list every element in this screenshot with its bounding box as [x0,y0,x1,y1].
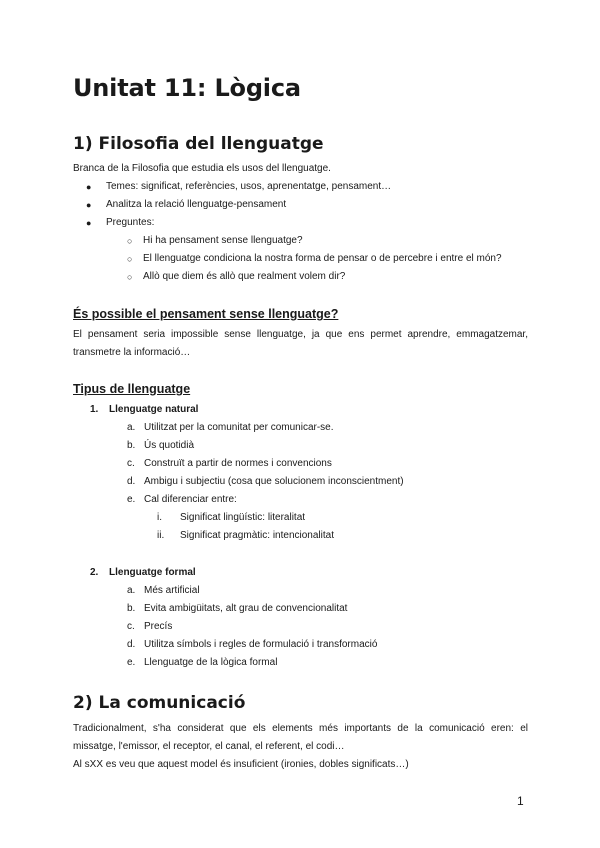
list-item-text: Utilitzat per la comunitat per comunicar-se. [144,422,334,433]
roman-marker: i. [157,512,162,523]
list-item-text: Significat lingüístic: literalitat [180,512,306,523]
section-filosofia-body [73,160,528,286]
list-item [73,600,528,618]
letter-marker: b. [127,440,136,451]
list-item [73,473,528,491]
list-item-text: Llenguatge formal [109,567,196,578]
list-item [73,509,528,527]
subsection-pensament-body [73,326,528,362]
list-item [73,178,528,196]
list-item [73,232,528,250]
list-item-text: El llenguatge condiciona la nostra forma de pensar o de percebre i entre el món? [143,253,502,264]
ordered-list [73,564,528,672]
list-item-text: Construït a partir de normes i convencions [144,458,332,469]
list-item [73,268,528,286]
letter-marker: e. [127,657,136,668]
list-item [73,491,528,509]
intro-paragraph: Branca de la Filosofia que estudia els usos del llenguatge. [73,163,331,174]
paragraph-line: El pensament seria impossible sense llenguatge, ja que ens permet aprendre, emmagatzemar, [73,329,528,340]
letter-marker: e. [127,494,136,505]
letter-marker: c. [127,458,135,469]
subsection-tipus [73,382,528,396]
paragraph-line: Al sXX es veu que aquest model és insuficient (ironies, dobles significats…) [73,759,409,770]
list-item-text: Llenguatge de la lògica formal [144,657,278,668]
section-filosofia [73,134,528,154]
list-item-text: Analitza la relació llenguatge-pensament [106,199,287,210]
formal-language-list [73,564,528,672]
list-item-text: Cal diferenciar entre: [144,494,237,505]
roman-marker: ii. [157,530,165,541]
letter-marker: d. [127,639,136,650]
list-item [73,437,528,455]
list-item-text: Evita ambigüitats, alt grau de convencionalitat [144,603,348,614]
circle-marker: ○ [127,272,133,282]
list-item [73,401,528,419]
ordered-list [73,401,528,545]
list-item [73,419,528,437]
bullet-marker: ● [86,200,92,210]
document-title: Unitat 11: Lògica [73,74,301,102]
section-heading-text: 1) Filosofia del llenguatge [73,134,324,154]
letter-marker: c. [127,621,135,632]
list-item [73,455,528,473]
list-item-text: Més artificial [144,585,200,596]
topic-bullet-list [73,178,528,286]
paragraph-line: transmetre la informació… [73,347,191,358]
section-heading-text: 2) La comunicació [73,693,246,713]
list-item [73,618,528,636]
list-item [73,214,528,232]
natural-language-list [73,401,528,545]
list-item-text: Preguntes: [106,217,155,228]
number-marker: 1. [90,404,99,415]
letter-marker: a. [127,585,136,596]
list-item [73,196,528,214]
list-item [73,250,528,268]
list-item-text: Utilitza símbols i regles de formulació i transformació [144,639,378,650]
letter-marker: d. [127,476,136,487]
list-item-text: Precís [144,621,173,632]
list-item-text: Significat pragmàtic: intencionalitat [180,530,334,541]
paragraph-line: Tradicionalment, s'ha considerat que els elements més importants de la comunicació eren: el [73,723,528,734]
section-heading [73,693,528,713]
subsection-heading: Tipus de llenguatge [73,382,191,396]
bullet-marker: ● [86,182,92,192]
letter-marker: a. [127,422,136,433]
letter-marker: b. [127,603,136,614]
subsection-heading: És possible el pensament sense llenguatge? [73,307,339,321]
number-marker: 2. [90,567,99,578]
paragraph-line: missatge, l'emissor, el receptor, el canal, el referent, el codi… [73,741,345,752]
section-heading [73,134,528,154]
list-item-text: Ús quotidià [144,440,195,451]
section-comunicacio [73,693,528,713]
list-item [73,636,528,654]
list-item [73,654,528,672]
list-item-text: Hi ha pensament sense llenguatge? [143,235,303,246]
list-item [73,564,528,582]
list-item-text: Llenguatge natural [109,404,199,415]
list-item-text: Allò que diem és allò que realment volem dir? [143,271,346,282]
list-item [73,527,528,545]
section-comunicacio-body [73,720,528,774]
list-item-text: Ambigu i subjectiu (cosa que solucionem inconscientment) [144,476,404,487]
subsection-pensament [73,307,528,321]
bullet-marker: ● [86,218,92,228]
list-item [73,582,528,600]
page-number: 1 [517,794,524,808]
list-item-text: Temes: significat, referències, usos, aprenentatge, pensament… [106,181,392,192]
circle-marker: ○ [127,236,133,246]
circle-marker: ○ [127,254,133,264]
